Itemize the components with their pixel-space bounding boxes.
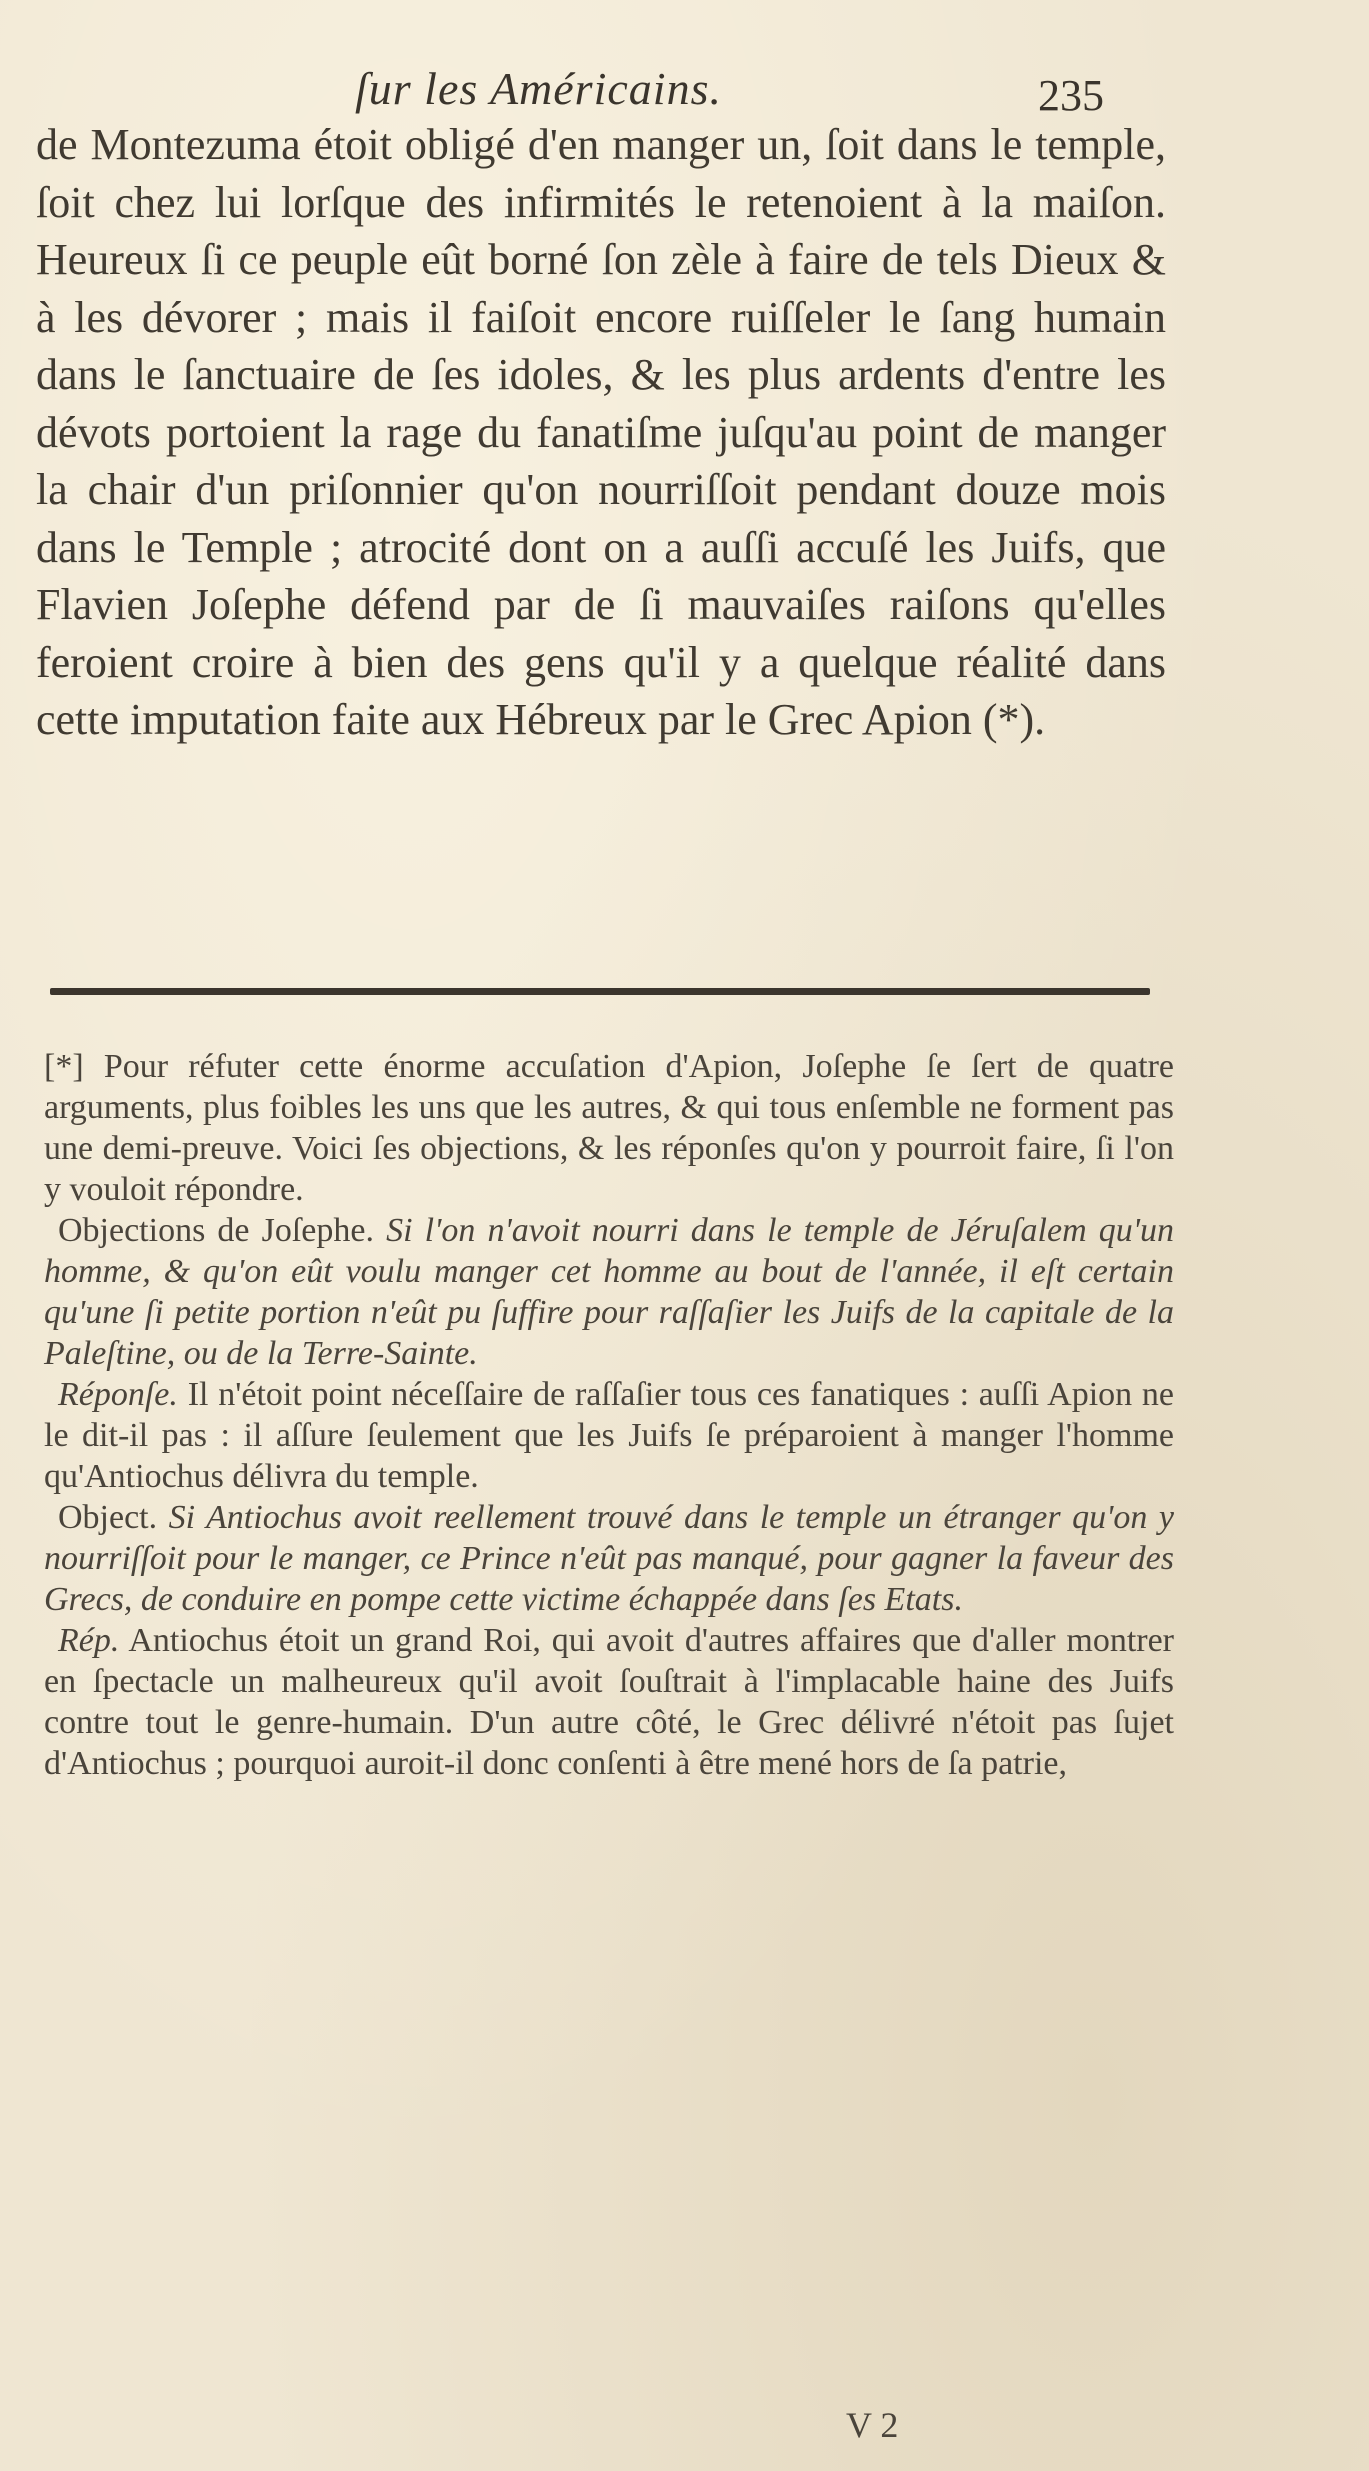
running-title: ſur les Américains. <box>355 63 722 114</box>
footnote-reponse-2 <box>44 1620 1174 1784</box>
footnote-block <box>44 1046 1174 1784</box>
signature-mark: V 2 <box>846 2405 899 2445</box>
objection-1-text: Si l'on n'avoit nourri dans le temple de Jéruſalem qu'un homme, & qu'on eût voulu manger cet homme au bout de l'année, il eſt certain qu'une ſi petite portion n'eût pu ſuffire pour raſſaſier les Juifs de la capitale de la Paleſtine, ou de la Terre-Sainte. <box>44 1212 1175 1372</box>
objection-2-text: Si Antiochus avoit reellement trouvé dans le temple un étranger qu'on y nourriſſoit pour le manger, ce Prince n'eût pas manqué, pour gagner la faveur des Grecs, de conduire en pompe cette victime échappée dans ſes Etats. <box>44 1499 1174 1618</box>
page-header <box>0 62 1369 122</box>
objection-1-label: Objections de Joſephe. <box>58 1212 374 1249</box>
footnote-separator-rule <box>50 988 1150 995</box>
reponse-2-text: Antiochus étoit un grand Roi, qui avoit d'autres affaires que d'aller montrer en ſpectacle un malheureux qu'il avoit ſouſtrait à l'implacable haine des Juifs contre tout le genre-humain. D'un autre côté, le Grec délivré n'étoit pas ſujet d'Antiochus ; pourquoi auroit-il donc conſenti à être mené hors de ſa patrie, <box>44 1622 1174 1782</box>
main-text-block <box>36 116 1166 749</box>
footnote-reponse-1 <box>44 1374 1174 1497</box>
page-number: 235 <box>1038 71 1104 120</box>
reponse-1-text: Il n'étoit point néceſſaire de raſſaſier tous ces fanatiques : auſſi Apion ne le dit-il pas : il aſſure ſeulement que les Juifs ſe préparoient à manger l'homme qu'Antiochus délivra du temple. <box>44 1376 1175 1495</box>
main-paragraph: de Montezuma étoit obligé d'en manger un, ſoit dans le temple, ſoit chez lui lorſque des infirmités le retenoient à la maiſon. Heureux ſi ce peuple eût borné ſon zèle à faire de tels Dieux & à les dévorer ; mais il faiſoit encore ruiſſeler le ſang humain dans le ſanctuaire de ſes idoles, & les plus ardents d'entre les dévots portoient la rage du fanatiſme juſqu'au point de manger la chair d'un priſonnier qu'on nourriſſoit pendant douze mois dans le Temple ; atrocité dont on a auſſi accuſé les Juifs, que Flavien Joſephe défend par de ſi mauvaiſes raiſons qu'elles feroient croire à bien des gens qu'il y a quelque réalité dans cette imputation faite aux Hébreux par le Grec Apion (*). <box>36 120 1166 744</box>
footnote-intro: [*] Pour réfuter cette énorme accuſation d'Apion, Joſephe ſe ſert de quatre arguments, plus foibles les uns que les autres, & qui tous enſemble ne forment pas une demi-preuve. Voici ſes objections, & les réponſes qu'on y pourroit faire, ſi l'on y vouloit répondre. <box>44 1048 1174 1208</box>
reponse-2-label: Rép. <box>58 1622 120 1659</box>
footnote-objection-2 <box>44 1497 1174 1620</box>
footnote-objection-1 <box>44 1210 1174 1374</box>
objection-2-label: Object. <box>58 1499 158 1536</box>
reponse-1-label: Réponſe. <box>58 1376 178 1413</box>
